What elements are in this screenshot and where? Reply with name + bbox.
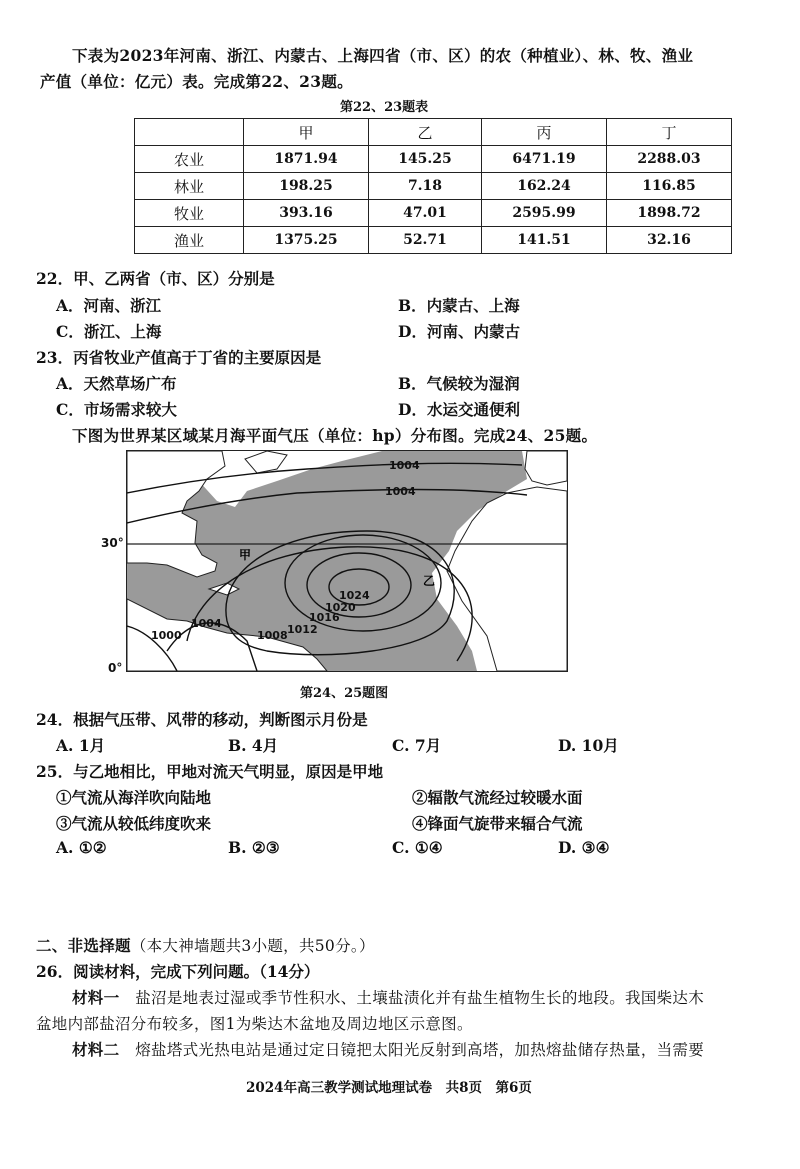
isobar-label: 1004 [385,485,416,498]
q25-statement-1: ①气流从海洋吹向陆地 [56,788,212,807]
table-cell: 141.51 [482,227,607,254]
isobar-label: 1000 [151,629,182,642]
isobar-label: 1020 [325,601,356,614]
question-24-stem: 24．根据气压带、风带的移动，判断图示月份是 [36,710,368,729]
material-2-text: 熔盐塔式光热电站是通过定日镜把太阳光反射到高塔，加热熔盐储存热量，当需要 [135,1041,705,1059]
q23-option-a[interactable]: A．天然草场广布 [56,374,177,393]
question-23-stem: 23．丙省牧业产值高于丁省的主要原因是 [36,348,322,367]
q22-option-a[interactable]: A．河南、浙江 [56,296,162,315]
row-label: 农业 [135,146,244,173]
place-label-jia: 甲 [239,548,252,562]
row-label: 牧业 [135,200,244,227]
q23-option-c[interactable]: C．市场需求较大 [56,400,177,419]
question-25-stem: 25．与乙地相比，甲地对流天气明显，原因是甲地 [36,762,384,781]
isobar-label: 1004 [389,459,420,472]
table-header: 甲 [244,119,369,146]
isobar-label: 1012 [287,623,318,636]
q25-option-c[interactable]: C. ①④ [392,838,443,857]
isobar-label: 1008 [257,629,288,642]
section-2-heading [36,934,375,956]
material-2-line-1 [72,1038,704,1060]
q25-statement-3: ③气流从较低纬度吹来 [56,814,212,833]
table-header: 丁 [607,119,732,146]
material-1-text: 盐沼是地表过湿或季节性积水、土壤盐渍化并有盐生植物生长的地段。我国柴达木 [135,989,705,1007]
q24-option-b[interactable]: B. 4月 [228,736,279,755]
intro-line-1: 下表为2023年河南、浙江、内蒙古、上海四省（市、区）的农（种植业）、林、牧、渔业 [72,46,694,65]
q22-option-b[interactable]: B．内蒙古、上海 [398,296,520,315]
question-22-stem: 22．甲、乙两省（市、区）分别是 [36,269,275,288]
q25-option-a[interactable]: A. ①② [56,838,107,857]
table-cell: 393.16 [244,200,369,227]
map-intro: 下图为世界某区域某月海平面气压（单位：hp）分布图。完成24、25题。 [72,426,598,445]
table-cell: 6471.19 [482,146,607,173]
q24-option-c[interactable]: C. 7月 [392,736,442,755]
table-cell: 7.18 [369,173,482,200]
isobar-label: 1004 [191,617,222,630]
q25-option-d[interactable]: D. ③④ [558,838,610,857]
output-value-table [134,118,732,254]
table-cell: 2595.99 [482,200,607,227]
pressure-map-svg [127,451,567,671]
isobar-label: 1016 [309,611,340,624]
latitude-0-label: 0° [108,661,123,675]
table-cell: 2288.03 [607,146,732,173]
section-2-note: （本大神墙题共3小题，共50分。） [130,937,375,955]
q25-option-b[interactable]: B. ②③ [228,838,280,857]
table-caption: 第22、23题表 [340,100,429,115]
table-cell: 1375.25 [244,227,369,254]
table-cell: 32.16 [607,227,732,254]
material-2-label: 材料二 [72,1040,120,1059]
row-label: 渔业 [135,227,244,254]
table-cell: 47.01 [369,200,482,227]
land-europe [525,451,567,485]
q22-option-c[interactable]: C．浙江、上海 [56,322,162,341]
isobar-label: 1024 [339,589,370,602]
pressure-map [126,450,568,672]
page-footer: 2024年高三教学测试地理试卷 共8页 第6页 [246,1080,532,1096]
table-cell: 198.25 [244,173,369,200]
table-cell: 116.85 [607,173,732,200]
table-row [135,173,732,200]
material-1-line-2: 盆地内部盐沼分布较多，图1为柴达木盆地及周边地区示意图。 [36,1015,473,1033]
q24-option-d[interactable]: D. 10月 [558,736,619,755]
table-header: 丙 [482,119,607,146]
intro-line-2: 产值（单位：亿元）表。完成第22、23题。 [40,72,353,91]
q24-option-a[interactable]: A. 1月 [56,736,106,755]
table-row [135,200,732,227]
table-cell: 52.71 [369,227,482,254]
q22-option-d[interactable]: D．河南、内蒙古 [398,322,520,341]
table-header-row [135,119,732,146]
material-1-line-1 [72,986,704,1008]
q25-statement-4: ④锋面气旋带来辐合气流 [412,814,583,833]
row-label: 林业 [135,173,244,200]
table-row [135,146,732,173]
place-label-yi: 乙 [423,574,436,588]
table-header [135,119,244,146]
table-row [135,227,732,254]
q23-option-b[interactable]: B．气候较为湿润 [398,374,520,393]
table-cell: 1898.72 [607,200,732,227]
table-cell: 162.24 [482,173,607,200]
section-2-title: 二、非选择题 [36,936,131,955]
table-cell: 1871.94 [244,146,369,173]
q23-option-d[interactable]: D．水运交通便利 [398,400,520,419]
q25-statement-2: ②辐散气流经过较暖水面 [412,788,583,807]
table-cell: 145.25 [369,146,482,173]
question-26-stem: 26．阅读材料，完成下列问题。（14分） [36,962,320,981]
latitude-30-label: 30° [101,536,124,550]
table-header: 乙 [369,119,482,146]
material-1-label: 材料一 [72,988,120,1007]
map-caption: 第24、25题图 [300,686,389,701]
